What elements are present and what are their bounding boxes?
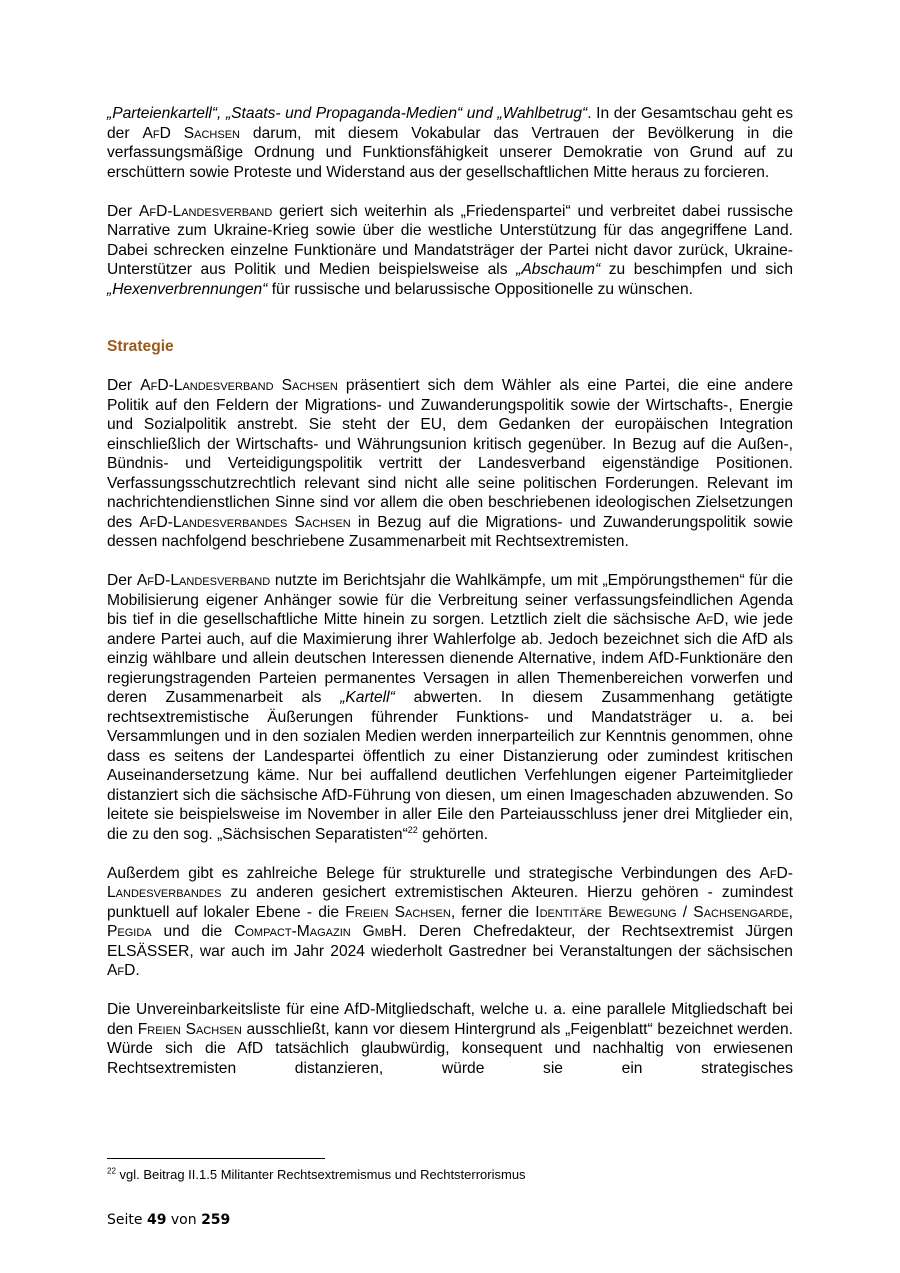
org-name: AfD-Landesverband xyxy=(138,202,273,220)
page-number: Seite 49 von 259 xyxy=(107,1212,231,1228)
org-name: Freien Sachsen xyxy=(137,1020,242,1038)
paragraph-3: Der AfD-Landesverband Sachsen präsentiert sich dem Wähler als eine Partei, die eine andere Politik auf den Feldern der Migrations- und Zuwanderungspolitik sowie der Wirtschafts-, Energie und Sozialpolitik anstrebt. Sie steht der EU, dem Gedanken der europäischen Integration einschließlich der Wirtschafts- und Währungsunion kritisch gegenüber. In Bezug auf die Außen-, Bündnis- und Verteidigungspolitik vertritt der Landesverband eigenständige Positionen. Verfassungsschutzrechtlich relevant sind nicht alle seine politischen Forderungen. Relevant im nachrichtendienstlichen Sinne sind vor allem die oben beschriebenen ideologischen Zielsetzungen des AfD-Landesverbandes Sachsen in Bezug auf die Migrations- und Zuwanderungspolitik sowie dessen nachfolgend beschriebene Zusammenarbeit mit Rechtsextremisten. xyxy=(107,377,794,550)
org-name: Compact-Magazin GmbH xyxy=(234,923,403,940)
current-page: 49 xyxy=(146,1212,167,1228)
quote: „Parteienkartell“, „Staats- und Propaganda-Medien“ und „Wahlbetrug“ xyxy=(107,105,588,122)
org-name: AfD-Landesverband xyxy=(136,572,271,589)
section-heading: Strategie xyxy=(107,338,174,355)
footnote-divider xyxy=(107,1158,325,1159)
paragraph-2: Der AfD-Landesverband geriert sich weiterhin als „Friedenspartei“ und verbreitet dabei russische Narrative zum Ukraine-Krieg sowie über die westliche Unterstützung für das angegriffene Land. Dabei schrecken einzelne Funktionäre und Mandatsträger der Partei nicht davor zurück, Ukraine-Unterstützer aus Politik und Medien beispielsweise als „Abschaum“ zu beschimpfen und sich „Hexenverbrennungen“ für russische und belarussische Oppositionelle zu wünschen. xyxy=(107,202,793,298)
paragraph-4: Der AfD-Landesverband nutzte im Berichtsjahr die Wahlkämpfe, um mit „Empörungsthemen“ für die Mobilisierung eigener Anhänger sowie für die Verbreitung seiner verfassungsfeindlichen Agenda bis tief in die gesellschaftliche Mitte hinein zu sorgen. Letztlich zielt die sächsische AfD, wie jede andere Partei auch, auf die Maximierung ihrer Wahlerfolge ab. Jedoch bezeichnet sich die AfD als einzig wählbare und allein deutschen Interessen dienende Alternative, indem AfD-Funktionäre den regierungstragenden Parteien permanentes Versagen in allen Themenbereichen vorwerfen und deren Zusammenarbeit als „Kartell“ abwerten. In diesem Zusammenhang getätigte rechtsextremistische Äußerungen führender Funktions- und Mandatsträger u. a. bei Versammlungen und in den sozialen Medien werden innerparteilich zur Kenntnis genommen, ohne dass es seitens der Landespartei öffentlich zu einer Distanzierung oder zumindest kritischen Auseinandersetzung käme. Nur bei auffallend deutlichen Verfehlungen eigener Parteimitglieder distanziert sich die sächsische AfD-Führung von diesen, um einen Imageschaden abzuwenden. So leitete sie beispielsweise im November in aller Eile den Parteiausschluss jener drei Mitglieder ein, die zu den sog. „Sächsischen Separatisten“$^{22}$ gehörten. xyxy=(107,572,793,843)
org-name: AfD xyxy=(695,611,725,628)
paragraph-1: „Parteienkartell“, „Staats- und Propaganda-Medien“ und „Wahlbetrug“. In der Gesamtschau geht es der AfD Sachsen darum, mit diesem Vokabular das Vertrauen der Bevölkerung in die verfassungsmäßige Ordnung und Funktionsfähigkeit unserer Demokratie von Grund auf zu erschüttern sowie Proteste und Widerstand aus der gesellschaftlichen Mitte heraus zu forcieren. xyxy=(107,105,793,181)
footnote-text: vgl. Beitrag II.1.5 Militanter Rechtsextremismus und Rechtsterrorismus xyxy=(119,1167,526,1182)
quote: „Hexenverbrennungen“ xyxy=(107,280,268,298)
paragraph-6: Die Unvereinbarkeitsliste für eine AfD-Mitgliedschaft, welche u. a. eine parallele Mitgliedschaft bei den Freien Sachsen ausschließt, kann vor diesem Hintergrund als „Feigenblatt“ bezeichnet werden. Würde sich die AfD tatsächlich glaubwürdig, konsequent und nachhaltig von erwiesenen Rechtsextremisten distanzieren, würde sie ein strategisches xyxy=(107,1001,793,1077)
quote: „Kartell“ xyxy=(340,689,395,706)
body-text xyxy=(107,104,793,1098)
org-name: AfD Sachsen xyxy=(142,124,240,142)
paragraph-5: Außerdem gibt es zahlreiche Belege für strukturelle und strategische Verbindungen des AfD-Landesverbandes zu anderen gesichert extremistischen Akteuren. Hierzu gehören - zumindest punktuell auf lokaler Ebene - die Freien Sachsen, ferner die Identitäre Bewegung / Sachsengarde, Pegida und die Compact-Magazin GmbH. Deren Chefredakteur, der Rechtsextremist Jürgen ELSÄSSER, war auch im Jahr 2024 wiederholt Gastredner bei Veranstaltungen der sächsischen AfD. xyxy=(107,864,794,979)
total-pages: 259 xyxy=(201,1212,231,1228)
org-name: Freien Sachsen xyxy=(345,903,451,921)
quote: „Abschaum“ xyxy=(516,261,601,278)
org-name: AfD-Landesverbandes Sachsen xyxy=(139,513,351,531)
org-name: Pegida xyxy=(107,923,152,940)
org-name: Identitäre Bewegung / Sachsengarde xyxy=(535,903,789,921)
org-name: AfD-Landesverbandes xyxy=(107,864,793,901)
footnote-number: 22 xyxy=(107,1166,116,1176)
footnote xyxy=(107,1167,793,1183)
footnote-reference[interactable]: 22 xyxy=(407,824,418,835)
org-name: AfD-Landesverband Sachsen xyxy=(140,377,338,394)
org-name: AfD xyxy=(107,962,136,979)
